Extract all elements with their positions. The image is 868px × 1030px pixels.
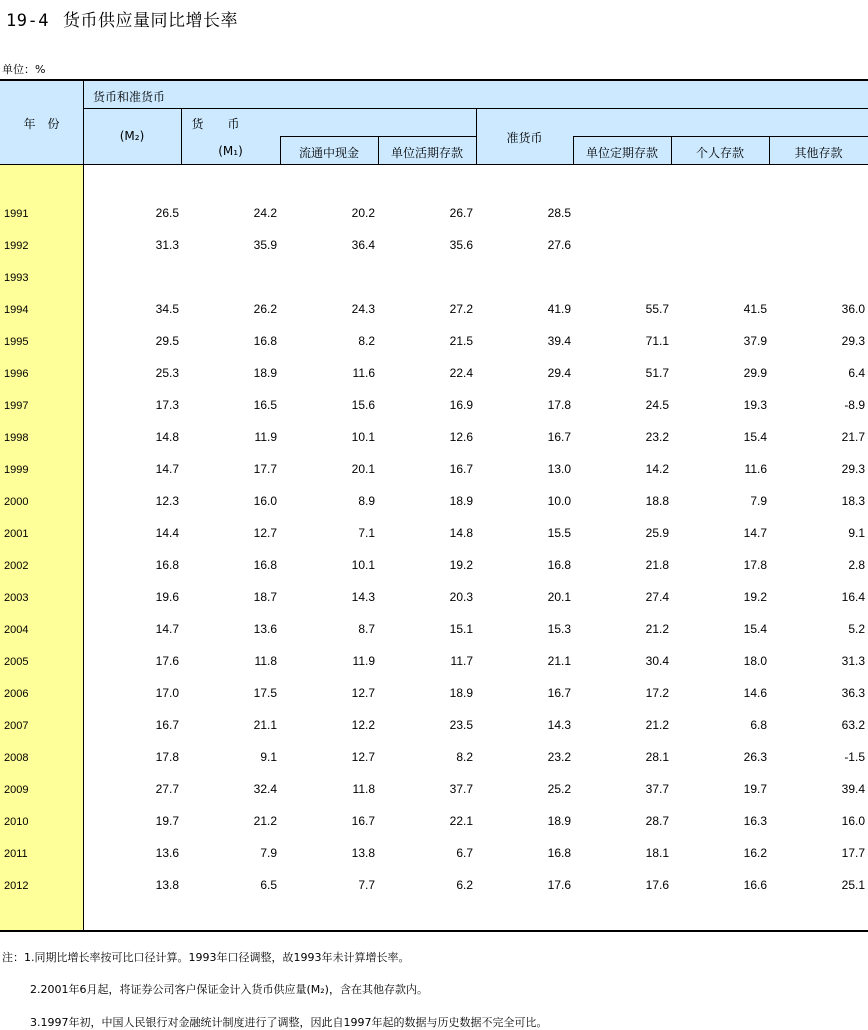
cell-other: 18.3	[841, 494, 865, 508]
cell-other: 36.0	[841, 302, 865, 316]
cell-m1: 11.8	[254, 654, 277, 668]
cell-m2: 25.3	[155, 366, 179, 380]
cell-m2: 19.7	[155, 814, 179, 828]
table-row	[0, 613, 868, 645]
cell-m2: 14.7	[155, 462, 179, 476]
cell-cash: 12.7	[351, 686, 375, 700]
cell-quasi: 16.8	[547, 846, 571, 860]
cell-m1: 16.5	[253, 398, 277, 412]
row-year: 1991	[4, 208, 29, 220]
cell-m1: 18.7	[253, 590, 277, 604]
cell-cash: 7.1	[358, 526, 375, 540]
cell-demand: 21.5	[449, 334, 473, 348]
row-year: 1996	[4, 368, 29, 380]
cell-m1: 11.9	[254, 430, 277, 444]
table-row	[0, 581, 868, 613]
cell-cash: 20.1	[351, 462, 375, 476]
cell-quasi: 25.2	[547, 782, 571, 796]
cell-quasi: 15.5	[547, 526, 571, 540]
note-3: 3.1997年初，中国人民银行对金融统计制度进行了调整，因此自1997年起的数据与历史数据不完全可比。	[30, 1016, 548, 1029]
cell-other: 31.3	[841, 654, 865, 668]
cell-personal: 16.3	[743, 814, 767, 828]
cell-m1: 16.8	[253, 558, 277, 572]
cell-m1: 18.9	[253, 366, 277, 380]
cell-demand: 14.8	[449, 526, 473, 540]
cell-personal: 6.8	[750, 718, 767, 732]
cell-demand: 16.9	[449, 398, 473, 412]
table-row	[0, 677, 868, 709]
cell-quasi: 21.1	[547, 654, 571, 668]
cell-cash: 10.1	[351, 558, 375, 572]
cell-time: 18.8	[645, 494, 669, 508]
cell-demand: 19.2	[449, 558, 473, 572]
cell-m1: 6.5	[260, 878, 277, 892]
cell-other: -1.5	[844, 750, 865, 764]
cell-time: 51.7	[645, 366, 669, 380]
cell-cash: 7.7	[358, 878, 375, 892]
cell-cash: 8.9	[358, 494, 375, 508]
cell-other: 36.3	[841, 686, 865, 700]
cell-demand: 18.9	[449, 686, 473, 700]
table-row	[0, 805, 868, 837]
cell-time: 21.2	[645, 718, 669, 732]
cell-m2: 19.6	[155, 590, 179, 604]
cell-m1: 21.2	[253, 814, 277, 828]
cell-m2: 17.3	[155, 398, 179, 412]
cell-demand: 22.1	[449, 814, 473, 828]
table-row	[0, 709, 868, 741]
cell-m1: 17.7	[253, 462, 277, 476]
header-m1: (M₁)	[218, 144, 243, 158]
cell-cash: 10.1	[351, 430, 375, 444]
cell-m2: 14.8	[155, 430, 179, 444]
cell-m1: 13.6	[253, 622, 277, 636]
cell-personal: 19.7	[743, 782, 767, 796]
cell-time: 71.1	[645, 334, 669, 348]
cell-cash: 13.8	[351, 846, 375, 860]
table-row	[0, 229, 868, 261]
header-time: 单位定期存款	[585, 146, 658, 160]
cell-personal: 16.6	[743, 878, 767, 892]
cell-cash: 12.2	[351, 718, 375, 732]
cell-personal: 19.3	[743, 398, 767, 412]
unit-label: 单位：%	[2, 63, 46, 76]
cell-m1: 17.5	[253, 686, 277, 700]
cell-m2: 13.6	[155, 846, 179, 860]
cell-personal: 11.6	[744, 462, 767, 476]
cell-personal: 15.4	[743, 622, 767, 636]
header-other: 其他存款	[794, 146, 843, 160]
cell-m1: 12.7	[253, 526, 277, 540]
cell-m2: 31.3	[155, 238, 179, 252]
row-year: 2004	[4, 624, 29, 636]
cell-demand: 6.2	[456, 878, 473, 892]
cell-demand: 6.7	[456, 846, 473, 860]
cell-m2: 17.8	[155, 750, 179, 764]
table-bottom-border	[0, 930, 868, 932]
cell-quasi: 10.0	[547, 494, 571, 508]
header-cash: 流通中现金	[298, 146, 359, 160]
table-row	[0, 837, 868, 869]
cell-m1: 16.8	[253, 334, 277, 348]
cell-cash: 36.4	[351, 238, 375, 252]
cell-other: 16.4	[841, 590, 865, 604]
cell-demand: 23.5	[449, 718, 473, 732]
cell-m2: 27.7	[155, 782, 179, 796]
cell-other: 2.8	[848, 558, 865, 572]
header-demand: 单位活期存款	[390, 146, 463, 160]
cell-demand: 26.7	[449, 206, 473, 220]
cell-personal: 7.9	[750, 494, 767, 508]
header-m2: (M₂)	[119, 129, 145, 143]
row-year: 2002	[4, 560, 29, 572]
cell-demand: 22.4	[449, 366, 473, 380]
cell-m1: 24.2	[253, 206, 277, 220]
cell-m2: 14.4	[155, 526, 179, 540]
header-quasi: 准货币	[506, 131, 543, 145]
table-row	[0, 645, 868, 677]
cell-cash: 12.7	[351, 750, 375, 764]
cell-demand: 15.1	[449, 622, 473, 636]
cell-personal: 19.2	[743, 590, 767, 604]
cell-demand: 37.7	[449, 782, 473, 796]
cell-time: 24.5	[645, 398, 669, 412]
cell-personal: 41.5	[743, 302, 767, 316]
row-year: 2000	[4, 496, 29, 508]
table-row	[0, 325, 868, 357]
row-year: 2001	[4, 528, 29, 540]
cell-m1: 21.1	[253, 718, 277, 732]
cell-other: 21.7	[841, 430, 865, 444]
cell-m2: 29.5	[155, 334, 179, 348]
cell-time: 17.6	[645, 878, 669, 892]
header-group: 货币和准货币	[93, 90, 166, 104]
row-year: 2006	[4, 688, 29, 700]
row-year: 1995	[4, 336, 29, 348]
cell-time: 37.7	[645, 782, 669, 796]
cell-time: 28.1	[645, 750, 669, 764]
cell-personal: 26.3	[743, 750, 767, 764]
row-year: 1999	[4, 464, 29, 476]
cell-cash: 14.3	[351, 590, 375, 604]
table-row	[0, 869, 868, 901]
cell-demand: 8.2	[456, 750, 473, 764]
row-year: 1994	[4, 304, 29, 316]
table-row	[0, 357, 868, 389]
cell-m2: 26.5	[155, 206, 179, 220]
table-row	[0, 549, 868, 581]
table-row	[0, 773, 868, 805]
cell-personal: 29.9	[743, 366, 767, 380]
row-year: 1992	[4, 240, 29, 252]
cell-personal: 15.4	[743, 430, 767, 444]
row-year: 2009	[4, 784, 29, 796]
cell-other: 9.1	[848, 526, 865, 540]
cell-m1: 26.2	[253, 302, 277, 316]
cell-m1: 9.1	[260, 750, 277, 764]
row-year: 2003	[4, 592, 29, 604]
cell-time: 55.7	[645, 302, 669, 316]
cell-cash: 8.2	[358, 334, 375, 348]
table-row	[0, 293, 868, 325]
header-rule-2b	[573, 136, 868, 137]
cell-m2: 14.7	[155, 622, 179, 636]
cell-cash: 15.6	[351, 398, 375, 412]
cell-demand: 20.3	[449, 590, 473, 604]
cell-demand: 27.2	[449, 302, 473, 316]
cell-m2: 16.8	[155, 558, 179, 572]
cell-other: 16.0	[841, 814, 865, 828]
cell-time: 18.1	[645, 846, 669, 860]
cell-m2: 13.8	[155, 878, 179, 892]
cell-quasi: 20.1	[547, 590, 571, 604]
cell-quasi: 17.6	[547, 878, 571, 892]
cell-time: 30.4	[645, 654, 669, 668]
table-row	[0, 261, 868, 293]
cell-quasi: 17.8	[547, 398, 571, 412]
row-year: 2008	[4, 752, 29, 764]
cell-personal: 14.6	[743, 686, 767, 700]
cell-m2: 17.6	[155, 654, 179, 668]
cell-other: 63.2	[841, 718, 865, 732]
row-year: 2012	[4, 880, 29, 892]
cell-time: 14.2	[645, 462, 669, 476]
cell-personal: 16.2	[743, 846, 767, 860]
cell-cash: 24.3	[351, 302, 375, 316]
cell-demand: 16.7	[449, 462, 473, 476]
header-personal: 个人存款	[695, 146, 744, 160]
cell-other: 29.3	[841, 462, 865, 476]
table-row	[0, 389, 868, 421]
cell-other: 29.3	[841, 334, 865, 348]
cell-quasi: 14.3	[547, 718, 571, 732]
cell-personal: 17.8	[743, 558, 767, 572]
row-year: 2005	[4, 656, 29, 668]
cell-other: 6.4	[848, 366, 865, 380]
cell-m2: 12.3	[155, 494, 179, 508]
cell-time: 27.4	[645, 590, 669, 604]
header-bottom-border	[0, 164, 868, 165]
cell-quasi: 27.6	[547, 238, 571, 252]
note-2: 2.2001年6月起，将证券公司客户保证金计入货币供应量(M₂)，含在其他存款内。	[30, 983, 428, 996]
cell-personal: 37.9	[743, 334, 767, 348]
header-year: 年 份	[23, 117, 60, 131]
cell-other: -8.9	[844, 398, 865, 412]
table-row	[0, 453, 868, 485]
row-year: 1993	[4, 272, 29, 284]
cell-personal: 14.7	[743, 526, 767, 540]
cell-cash: 8.7	[358, 622, 375, 636]
cell-m1: 7.9	[260, 846, 277, 860]
cell-other: 5.2	[848, 622, 865, 636]
table-number: 19-4	[6, 11, 49, 31]
cell-time: 21.8	[645, 558, 669, 572]
cell-m2: 17.0	[155, 686, 179, 700]
cell-quasi: 16.8	[547, 558, 571, 572]
cell-quasi: 41.9	[547, 302, 571, 316]
cell-demand: 12.6	[449, 430, 473, 444]
row-year: 2010	[4, 816, 29, 828]
cell-cash: 16.7	[351, 814, 375, 828]
cell-time: 25.9	[645, 526, 669, 540]
cell-cash: 20.2	[351, 206, 375, 220]
cell-other: 39.4	[841, 782, 865, 796]
note-1: 注：1.同期比增长率按可比口径计算。1993年口径调整，故1993年未计算增长率。	[2, 951, 410, 964]
table-row	[0, 517, 868, 549]
table-title: 货币供应量同比增长率	[62, 11, 238, 31]
cell-m1: 32.4	[253, 782, 277, 796]
cell-quasi: 15.3	[547, 622, 571, 636]
row-year: 1997	[4, 400, 29, 412]
table-row	[0, 741, 868, 773]
cell-quasi: 16.7	[547, 430, 571, 444]
cell-other: 17.7	[841, 846, 865, 860]
cell-demand: 35.6	[449, 238, 473, 252]
table-row	[0, 421, 868, 453]
cell-time: 21.2	[645, 622, 669, 636]
cell-demand: 18.9	[449, 494, 473, 508]
header-top-border	[0, 79, 868, 81]
cell-quasi: 23.2	[547, 750, 571, 764]
cell-other: 25.1	[841, 878, 865, 892]
cell-personal: 18.0	[743, 654, 767, 668]
cell-quasi: 13.0	[547, 462, 571, 476]
cell-time: 17.2	[645, 686, 669, 700]
cell-cash: 11.9	[352, 654, 375, 668]
cell-m2: 34.5	[155, 302, 179, 316]
cell-quasi: 39.4	[547, 334, 571, 348]
cell-m1: 35.9	[253, 238, 277, 252]
cell-quasi: 16.7	[547, 686, 571, 700]
cell-cash: 11.8	[352, 782, 375, 796]
cell-m1: 16.0	[253, 494, 277, 508]
page-title	[6, 6, 238, 31]
cell-time: 23.2	[645, 430, 669, 444]
table-row	[0, 197, 868, 229]
cell-quasi: 29.4	[547, 366, 571, 380]
cell-m2: 16.7	[155, 718, 179, 732]
cell-time: 28.7	[645, 814, 669, 828]
row-year: 2007	[4, 720, 29, 732]
cell-quasi: 28.5	[547, 206, 571, 220]
cell-cash: 11.6	[352, 366, 375, 380]
header-m1-top: 货 币	[191, 117, 240, 131]
cell-quasi: 18.9	[547, 814, 571, 828]
row-year: 1998	[4, 432, 29, 444]
row-year: 2011	[4, 848, 28, 860]
cell-demand: 11.7	[450, 654, 473, 668]
table-row	[0, 485, 868, 517]
